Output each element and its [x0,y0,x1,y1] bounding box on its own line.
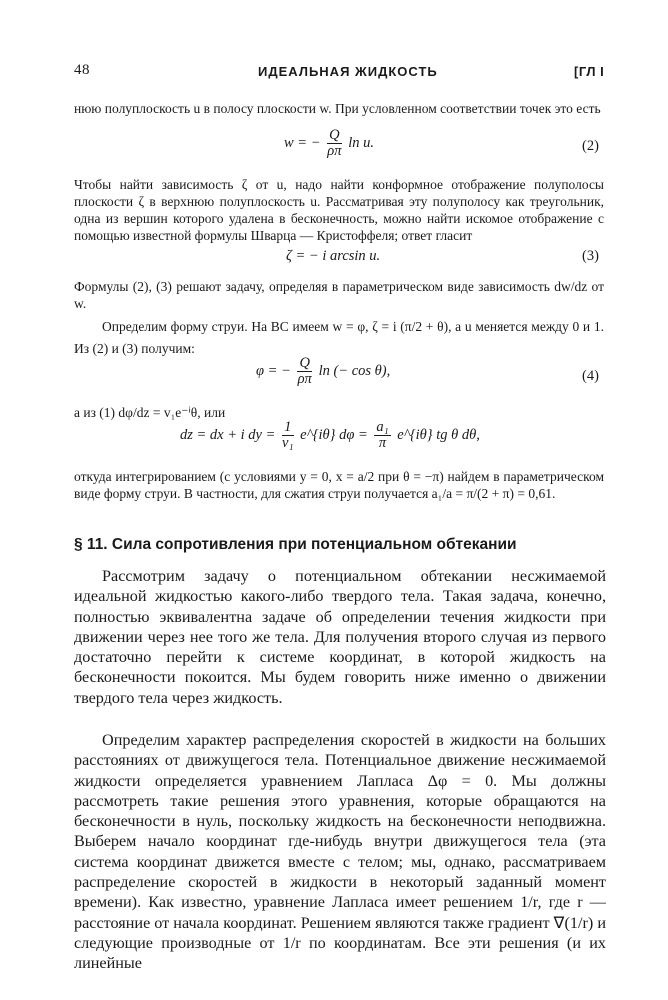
equation-3: ζ = − i arcsin u. [286,248,381,264]
equation-2-number: (2) [582,138,599,154]
paragraph-1: нюю полуплоскость u в полосу плоскости w. При условленном соответствии точек это есть [74,101,601,116]
eq5-part-a: dz = dx + i dy = [180,426,276,443]
eq2-denominator: ρπ [327,143,342,159]
eq5-denominator-2: π [378,435,387,451]
section-title: § 11. Сила сопротивления при потенциальном обтекании [74,536,517,553]
eq4-numerator: Q [299,355,310,371]
paragraph-7: Рассмотрим задачу о потенциальном обтекании несжимаемой идеальной жидкостью какого-либо твердого тела. Такая задача, конечно, полностью эквивалентна задаче об определении течения жидкости при движении через нее того же тела. Для получения второго случая из первого достаточно перейти к системе координат, в которой жидкость на бесконечности покоится. Мы будем говорить ниже именно о движении твердого тела через жидкость. [74,567,606,707]
chapter-label: [ГЛ I [574,64,605,79]
eq4-denominator: ρπ [297,371,312,387]
eq5-numerator-1: 1 [282,420,293,436]
paragraph-2: Чтобы найти зависимость ζ от u, надо найти конформное отображение полуполосы плоскости ζ в верхнюю полуплоскость u. Рассматривая эту полуполосу как треугольник, одна из вершин которого удалена в бесконечность, можно найти искомое отображение с помощью известной формулы Шварца — Кристоффеля; ответ гласит [74,177,604,243]
eq2-rhs: ln u. [348,134,375,151]
paragraph-3: Формулы (2), (3) решают задачу, определяя в параметрическом виде зависимость dw/dz от w. [74,279,604,311]
page-number: 48 [74,62,90,78]
equation-4-number: (4) [582,368,599,384]
paragraph-5: а из (1) dφ/dz = v₁e⁻ⁱθ, или [74,405,226,420]
eq5-denominator-1: v₁ [282,435,294,451]
eq4-lhs: φ = − [256,362,291,379]
eq5-part-c: e^{iθ} tg θ dθ, [397,426,480,443]
eq4-fraction [297,356,311,387]
eq5-fraction-1 [282,420,293,451]
paragraph-6: откуда интегрированием (с условиями y = 0, x = a/2 при θ = −π) найдем в параметрическом виде форму струи. В частности, для сжатия струи получается a₁/a = π/(2 + π) = 0,61. [74,469,604,501]
eq2-lhs: w = − [284,134,321,151]
eq2-fraction [327,128,341,159]
eq2-numerator: Q [329,127,340,143]
eq5-numerator-2: a₁ [376,419,389,435]
paragraph-8: Определим характер распределения скоростей в жидкости на больших расстояниях от движущегося тела. Потенциальное движение несжимаемой жидкости определяется уравнением Лапласа Δφ = 0. Мы должны рассмотреть такие решения этого уравнения, которые обращаются на бесконечности в нуль, поскольку жидкость на бесконечности неподвижна. Выберем начало координат где-нибудь внутри движущегося тела (эта система координат движется вместе с телом; мы, однако, рассматриваем распределение скоростей в жидкости в некоторый заданный момент времени). Как известно, уравнение Лапласа имеет решением 1/r, где r — расстояние от начала координат. Решением являются также градиент ∇(1/r) и следующие производные от 1/r по координатам. Все эти решения (и их линейные [74,731,606,973]
running-title: ИДЕАЛЬНАЯ ЖИДКОСТЬ [258,64,438,79]
eq5-part-b: e^{iθ} dφ = [300,426,368,443]
equation-4 [256,356,390,387]
equation-5 [180,420,480,451]
equation-3-number: (3) [582,248,599,264]
eq5-fraction-2 [374,420,390,451]
eq4-rhs: ln (− cos θ), [318,362,391,379]
paragraph-4: Определим форму струи. На BC имеем w = φ, ζ = i (π/2 + θ), а u меняется между 0 и 1. Из (2) и (3) получим: [74,319,604,356]
equation-2 [284,128,374,159]
